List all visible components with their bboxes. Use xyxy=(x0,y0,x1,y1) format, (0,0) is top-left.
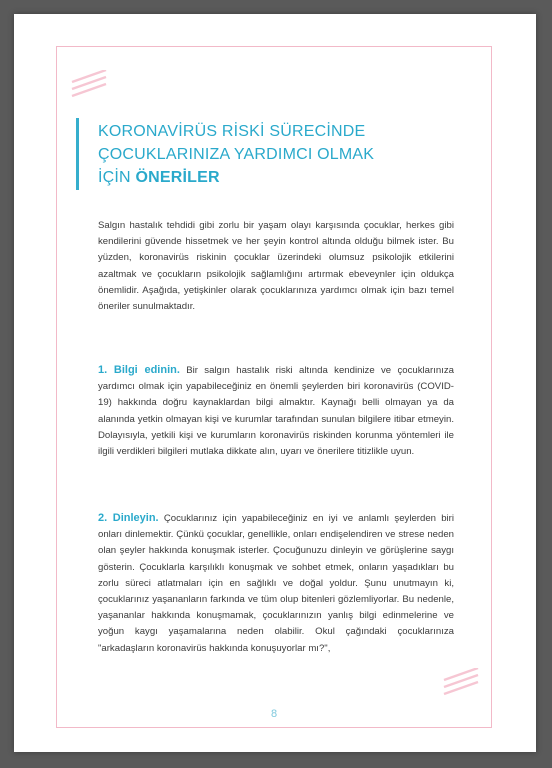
page-title xyxy=(98,120,478,189)
item-paragraph-2 xyxy=(98,510,454,657)
intro-paragraph: Salgın hastalık tehdidi gibi zorlu bir yaşam olayı karşısında çocuklar, herkes gibi kendilerini güvende hissetmek ve her şeyin kontrol altında olduğu bilmek ister. Bu yüzden, koronavirüs riskinin çocuklar üzerindeki olumsuz psikolojik etkilerini azaltmak ve çocukların psikolojik sağlamlığını artırmak ebeveynler için oldukça önemlidir. Aşağıda, yetişkinler olarak çocuklarınıza yardımcı olmak için bazı temel öneriler sunulmaktadır. xyxy=(98,220,454,313)
item-heading-1: 1. Bilgi edinin. xyxy=(98,364,180,376)
page-frame-gap xyxy=(232,694,316,702)
title-line-3 xyxy=(98,166,478,189)
item-text-2: Çocuklarınız için yapabileceğiniz en iyi ve anlamlı şeylerden biri onları dinlemektir. Çünkü çocuklar, genellikle, onları endişelendiren ve strese neden olan şeyler hakkında konuşmak isterler. Çocuğunuzu dinleyin ve görüşlerine saygı gösterin. Çocuklarla karşılıklı konuşmak ve sohbet etmek, onların yaşadıkları bu zorlu süreci atlatmaları için en sağlıklı ve doğal yoldur. Şunu unutmayın ki, çocuklarınız yaşananların farkında ve tüm olup bitenleri gözlemliyorlar. Bu nedenle, yaşananlar hakkında konuşmamak, çocuklarınızın yanlış bilgi edinmelerine ve yoğun kaygı yaşamalarına neden olabilir. Okul çağındaki çocuklarınıza "arkadaşların koronavirüs hakkında konuşuyorlar mı?", xyxy=(98,513,454,654)
item-text-1: Bir salgın hastalık riski altında kendinize ve çocuklarınıza yardımcı olmak için yapabileceğiniz en önemli şeylerden biri koronavirüs (COVID-19) hakkında doğru kaynaklardan bilgi almaktır. Kaynağı belli olmayan ya da alanında yetkin olmayan kişi ve kurumlar tarafından sunulan bilgilere itibar etmeyin. Dolayısıyla, yetkili kişi ve kurumların koronavirüs riskinden korunma yöntemleri ile ilgili verdikleri bilgileri mutlaka dikkate alın, uyarı ve önerilere titizlikle uyun. xyxy=(98,365,455,458)
title-line-1: KORONAVİRÜS RİSKİ SÜRECİNDE xyxy=(98,123,366,140)
document-page xyxy=(14,14,536,752)
title-line-3-plain: İÇİN xyxy=(98,169,136,186)
decorative-stripes-bottom-right xyxy=(442,668,482,698)
title-line-2: ÇOCUKLARINIZA YARDIMCI OLMAK xyxy=(98,146,375,163)
title-line-3-bold: ÖNERİLER xyxy=(135,169,220,186)
decorative-stripes-top-left xyxy=(70,70,110,100)
item-heading-2: 2. Dinleyin. xyxy=(98,512,159,524)
item-paragraph-1 xyxy=(98,362,454,460)
title-accent-bar xyxy=(76,118,79,190)
page-number: 8 xyxy=(270,708,278,720)
